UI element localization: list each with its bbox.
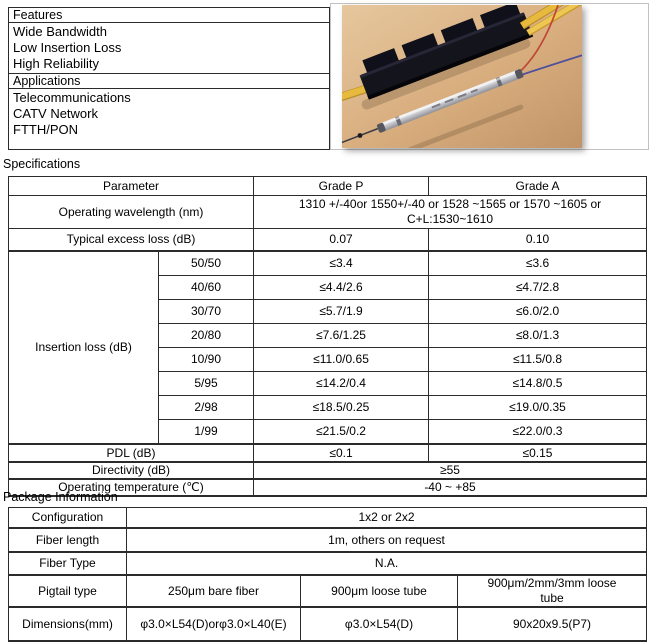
specifications-title: Specifications (3, 157, 81, 171)
il-grade-a: ≤3.6 (429, 251, 647, 276)
features-header: Features (9, 8, 329, 23)
pdl-grade-a: ≤0.15 (429, 444, 647, 462)
features-panel (8, 7, 330, 150)
fiber-bead (358, 133, 363, 138)
pkg-row-fiber-type (9, 552, 647, 575)
il-grade-a: ≤11.5/0.8 (429, 348, 647, 372)
spec-row-il-50-50 (9, 251, 647, 276)
pkg-row-pigtail-type (9, 575, 647, 607)
spec-col-parameter: Parameter (9, 177, 254, 196)
il-grade-p: ≤4.4/2.6 (254, 276, 429, 300)
configuration-value: 1x2 or 2x2 (127, 508, 647, 529)
pkg-row-fiber-length (9, 528, 647, 552)
pkg-row-configuration (9, 508, 647, 529)
il-grade-a: ≤19.0/0.35 (429, 396, 647, 420)
product-photo (342, 5, 582, 148)
application-item: FTTH/PON (13, 122, 78, 137)
spec-row-directivity (9, 462, 647, 479)
applications-list (9, 89, 329, 149)
application-item: Telecommunications (13, 90, 131, 105)
il-ratio: 30/70 (159, 300, 254, 324)
wavelength-value: 1310 +/-40or 1550+/-40 or 1528 ~1565 or 1570 ~1605 or C+L:1530~1610 (254, 196, 647, 229)
pigtail-type-value-3: 900μm/2mm/3mm loose tube (458, 575, 647, 607)
il-grade-a: ≤14.8/0.5 (429, 372, 647, 396)
feature-item: Wide Bandwidth (13, 24, 107, 39)
configuration-label: Configuration (9, 508, 127, 529)
dimensions-label: Dimensions(mm) (9, 607, 127, 641)
excess-loss-grade-p: 0.07 (254, 229, 429, 252)
il-grade-p: ≤21.5/0.2 (254, 420, 429, 445)
spec-col-grade-p: Grade P (254, 177, 429, 196)
pdl-label: PDL (dB) (9, 444, 254, 462)
il-ratio: 50/50 (159, 251, 254, 276)
features-list (9, 23, 329, 74)
il-grade-p: ≤18.5/0.25 (254, 396, 429, 420)
il-grade-a: ≤4.7/2.8 (429, 276, 647, 300)
directivity-value: ≥55 (254, 462, 647, 479)
il-grade-a: ≤8.0/1.3 (429, 324, 647, 348)
il-grade-p: ≤7.6/1.25 (254, 324, 429, 348)
il-grade-p: ≤11.0/0.65 (254, 348, 429, 372)
photo-cell (330, 3, 649, 150)
excess-loss-label: Typical excess loss (dB) (9, 229, 254, 252)
il-ratio: 20/80 (159, 324, 254, 348)
pigtail-type-value-1: 250μm bare fiber (127, 575, 301, 607)
dimensions-value-1: φ3.0×L54(D)orφ3.0×L40(E) (127, 607, 301, 641)
fiber-length-label: Fiber length (9, 528, 127, 552)
pdl-grade-p: ≤0.1 (254, 444, 429, 462)
spec-header-row (9, 177, 647, 196)
spec-col-grade-a: Grade A (429, 177, 647, 196)
pkg-row-dimensions (9, 607, 647, 641)
dimensions-value-2: φ3.0×L54(D) (301, 607, 458, 641)
directivity-label: Directivity (dB) (9, 462, 254, 479)
applications-header: Applications (9, 74, 329, 89)
op-temp-value: -40 ~ +85 (254, 479, 647, 496)
fiber-length-value: 1m, others on request (127, 528, 647, 552)
insertion-loss-label: Insertion loss (dB) (9, 251, 159, 444)
il-ratio: 40/60 (159, 276, 254, 300)
il-grade-a: ≤6.0/2.0 (429, 300, 647, 324)
feature-item: Low Insertion Loss (13, 40, 122, 55)
il-ratio: 5/95 (159, 372, 254, 396)
fiber-type-label: Fiber Type (9, 552, 127, 575)
pigtail-type-label: Pigtail type (9, 575, 127, 607)
il-ratio: 10/90 (159, 348, 254, 372)
fiber-type-value: N.A. (127, 552, 647, 575)
pigtail-type-value-2: 900μm loose tube (301, 575, 458, 607)
excess-loss-grade-a: 0.10 (429, 229, 647, 252)
il-ratio: 2/98 (159, 396, 254, 420)
feature-item: High Reliability (13, 56, 99, 71)
wavelength-label: Operating wavelength (nm) (9, 196, 254, 229)
il-grade-p: ≤3.4 (254, 251, 429, 276)
spec-row-wavelength (9, 196, 647, 229)
specifications-table (8, 176, 647, 497)
il-grade-p: ≤14.2/0.4 (254, 372, 429, 396)
il-grade-p: ≤5.7/1.9 (254, 300, 429, 324)
il-grade-a: ≤22.0/0.3 (429, 420, 647, 445)
il-ratio: 1/99 (159, 420, 254, 445)
application-item: CATV Network (13, 106, 98, 121)
spec-row-pdl (9, 444, 647, 462)
package-information-title: Package Information (3, 490, 118, 504)
dimensions-value-3: 90x20x9.5(P7) (458, 607, 647, 641)
spec-row-excess-loss (9, 229, 647, 252)
package-information-table (8, 507, 647, 642)
op-temp-label: Operating temperature (℃) (9, 479, 254, 496)
